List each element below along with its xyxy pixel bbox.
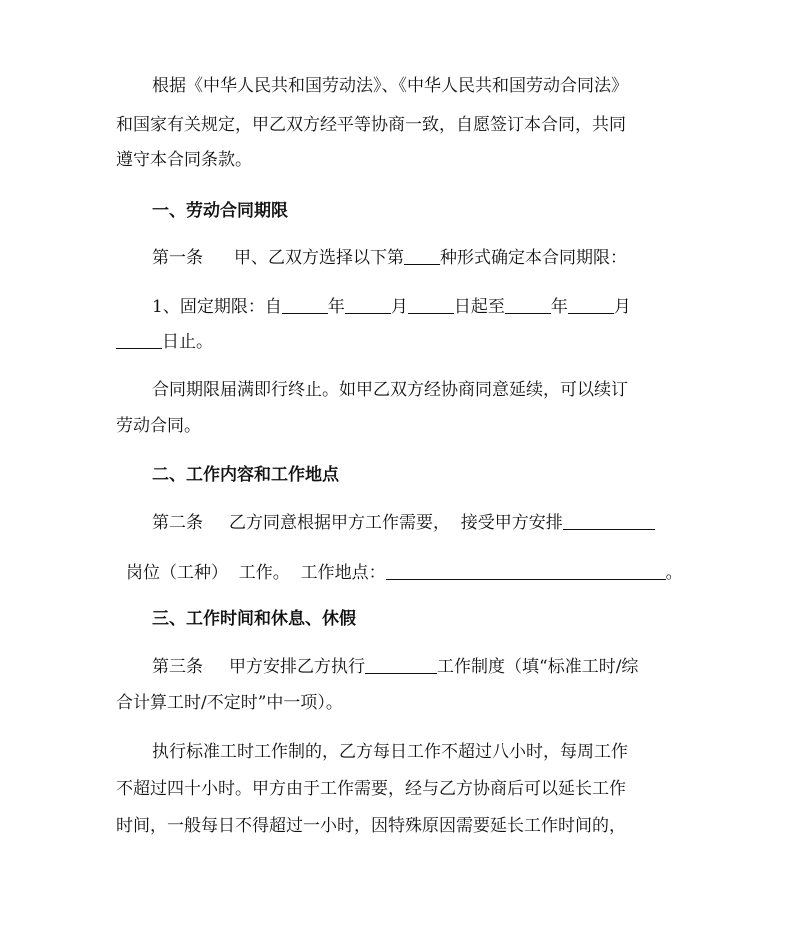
- section-2-heading: 二、工作内容和工作地点: [152, 465, 339, 485]
- start-day-blank[interactable]: [408, 296, 454, 314]
- article-3-line-2: 合计算工时/不定时”中一项）。: [116, 693, 343, 713]
- fixed-term-line: [152, 295, 631, 319]
- end-year-blank[interactable]: [505, 296, 551, 314]
- article-2-label: 第二条: [152, 513, 203, 533]
- article-2: [152, 511, 655, 535]
- from-to-label: 日起至: [453, 297, 505, 317]
- fixed-term-line-2: [116, 330, 213, 354]
- section-1-heading: 一、劳动合同期限: [152, 201, 288, 221]
- hours-line-3: 时间，一般每日不得超过一小时，因特殊原因需要延长工作时间的，: [116, 816, 626, 836]
- renew-line-1: 合同期限届满即行终止。如甲乙双方经协商同意延续，可以续订: [152, 380, 628, 400]
- article-1: [152, 246, 627, 270]
- post-text: 岗位（工种） 工作。 工作地点：: [126, 563, 386, 583]
- fixed-term-prefix: 1、固定期限：自: [152, 297, 282, 317]
- end-month-label: 月: [613, 297, 631, 317]
- article-3: [152, 655, 638, 679]
- start-year-label: 年: [327, 297, 345, 317]
- article-1-text-a: 甲、乙双方选择以下第: [234, 248, 404, 268]
- post-line: [126, 561, 683, 585]
- end-day-blank[interactable]: [116, 331, 162, 349]
- hours-line-2: 不超过四十小时。甲方由于工作需要，经与乙方协商后可以延长工作: [116, 779, 626, 799]
- term-form-blank[interactable]: [404, 247, 440, 265]
- intro-line-1: 根据《中华人民共和国劳动法》、《中华人民共和国劳动合同法》: [152, 76, 628, 96]
- article-3-text-a: 甲方安排乙方执行: [229, 657, 365, 677]
- article-2-text: 乙方同意根据甲方工作需要， 接受甲方安排: [229, 513, 563, 533]
- post-blank[interactable]: [563, 512, 655, 530]
- end-month-blank[interactable]: [568, 296, 614, 314]
- article-1-label: 第一条: [152, 248, 203, 268]
- end-day-label: 日止。: [162, 332, 213, 352]
- article-3-label: 第三条: [152, 657, 203, 677]
- end-year-label: 年: [550, 297, 568, 317]
- work-system-blank[interactable]: [365, 656, 437, 674]
- article-1-text-b: 种形式确定本合同期限：: [440, 248, 627, 268]
- intro-line-3: 遵守本合同条款。: [116, 150, 252, 170]
- intro-line-2: 和国家有关规定，甲乙双方经平等协商一致，自愿签订本合同，共同: [116, 115, 626, 135]
- section-3-heading: 三、工作时间和休息、休假: [152, 609, 356, 629]
- post-period: 。: [665, 563, 683, 583]
- hours-line-1: 执行标准工时工作制的，乙方每日工作不超过八小时，每周工作: [152, 742, 628, 762]
- start-month-blank[interactable]: [345, 296, 391, 314]
- work-location-blank[interactable]: [386, 562, 666, 580]
- start-month-label: 月: [390, 297, 408, 317]
- renew-line-2: 劳动合同。: [116, 416, 201, 436]
- article-3-text-b: 工作制度（填“标准工时/综: [437, 657, 639, 677]
- start-year-blank[interactable]: [282, 296, 328, 314]
